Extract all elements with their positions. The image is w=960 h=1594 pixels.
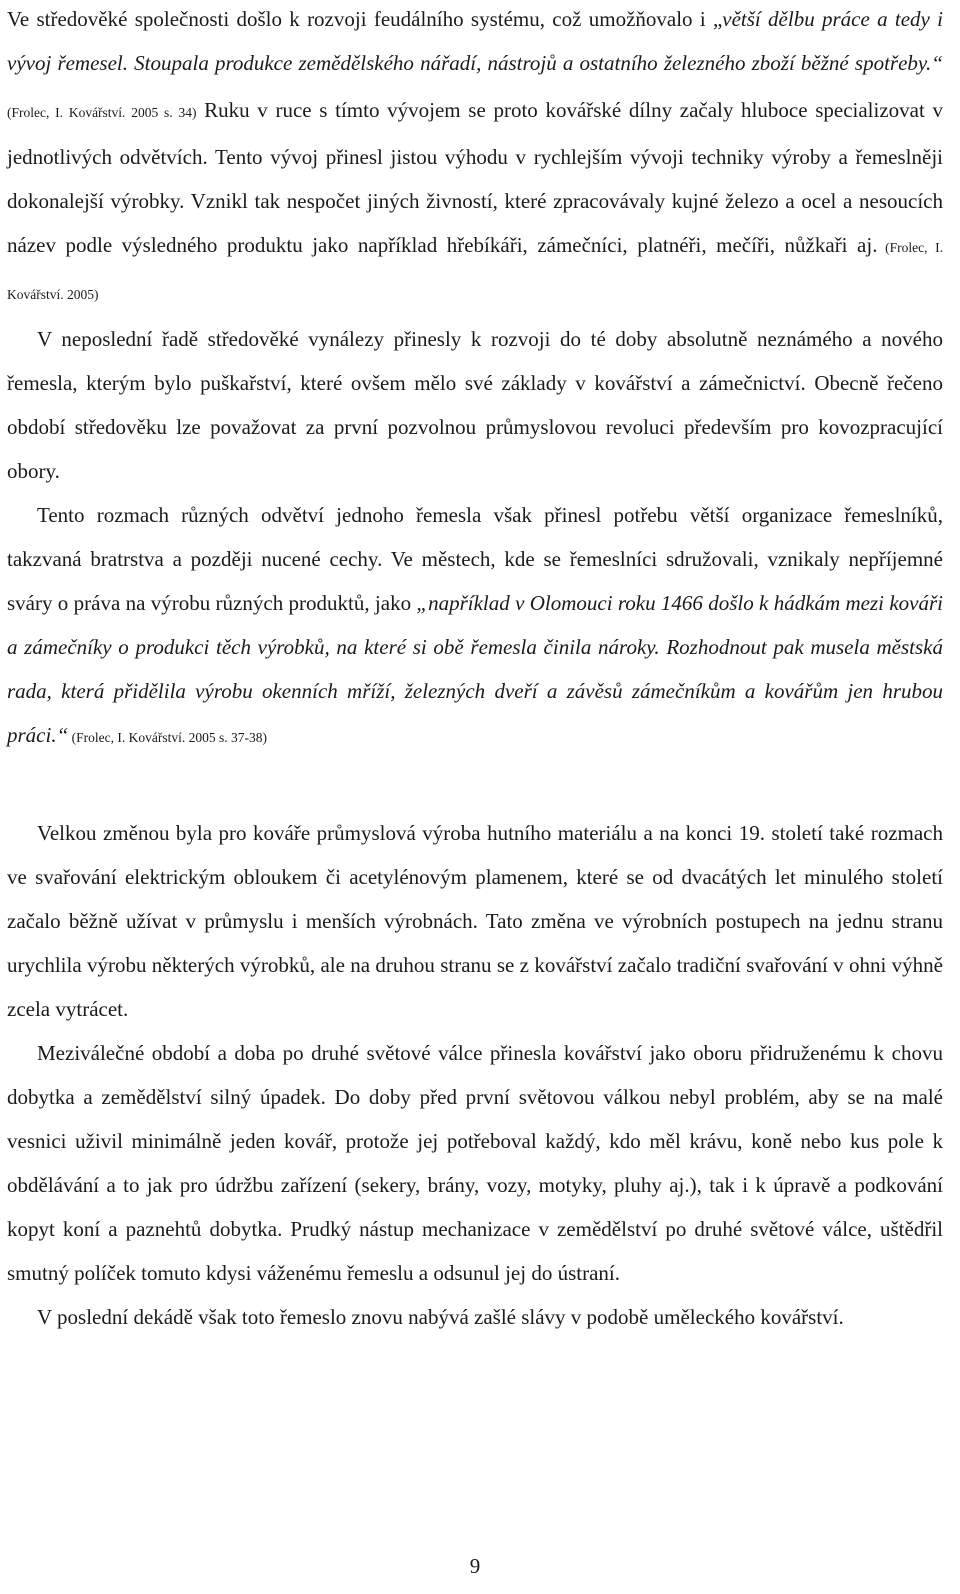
quotation-italic: „například v Olomouci roku 1466 došlo k hádkám mezi kováři a zámečníky o produkci těch výrobků, na které si obě řemesla činila nároky. Rozhodnout pak musela městská rada, která přidělila výrobu okenních mříží, železných dveří a závěsů zámečníkům a kovářům jen hrubou práci.“ (7, 591, 943, 747)
paragraph-artistic-revival (7, 1295, 943, 1339)
citation: (Frolec, I. Kovářství. 2005 s. 37-38) (68, 730, 267, 745)
paragraph-guilds (7, 493, 943, 760)
paragraph-text: Velkou změnou byla pro kováře průmyslová výroba hutního materiálu a na konci 19. století také rozmach ve svařování elektrickým obloukem či acetylénovým plamenem, které se od dvacátých let minulého století začalo běžně užívat v průmyslu i menších výrobnách. Tato změna ve výrobních postupech na jednu stranu urychlila výrobu některých výrobků, ale na druhou stranu se z kovářství začalo tradiční svařování v ohni výhně zcela vytrácet. (7, 821, 943, 1021)
paragraph-gunsmithing (7, 317, 943, 493)
paragraph-feudal-system (7, 0, 943, 317)
paragraph-text: Meziválečné období a doba po druhé světové válce přinesla kovářství jako oboru přidruženému k chovu dobytka a zemědělství silný úpadek. Do doby před první světovou válkou nebyl problém, aby se na malé vesnici uživil minimálně jeden kovář, protože jej potřeboval každý, kdo měl krávu, koně nebo kus pole k obdělávání a to jak pro údržbu zařízení (sekery, brány, vozy, motyky, pluhy aj.), tak i k úpravě a podkování kopyt koní a paznehtů dobytka. Prudký nástup mechanizace v zemědělství po druhé světové válce, uštědřil smutný políček tomuto kdysi váženému řemeslu a odsunul jej do ústraní. (7, 1041, 943, 1285)
quotation-italic: větší dělbu práce a tedy i vývoj řemesel. Stoupala produkce zemědělského nářadí, nástrojů a ostatního železného zboží běžné spotřeby.“ (7, 7, 943, 75)
paragraph-text: V poslední dekádě však toto řemeslo znovu nabývá zašlé slávy v podobě uměleckého kovářství. (37, 1305, 844, 1329)
paragraph-text: V neposlední řadě středověké vynálezy přinesly k rozvoji do té doby absolutně neznámého a nového řemesla, kterým bylo puškařství, které ovšem mělo své základy v kovářství a zámečnictví. Obecně řečeno období středověku lze považovat za první pozvolnou průmyslovou revoluci především pro kovozpracující obory. (7, 327, 943, 483)
paragraph-interwar-decline (7, 1031, 943, 1295)
citation: (Frolec, I. Kovářství. 2005) (7, 240, 943, 302)
paragraph-text: Ve středověké společnosti došlo k rozvoji feudálního systému, což umožňovalo i „ (7, 7, 723, 31)
paragraph-text: Tento rozmach různých odvětví jednoho řemesla však přinesl potřebu větší organizace řemeslníků, takzvaná bratrstva a později nucené cechy. Ve městech, kde se řemeslníci sdružovali, vznikaly nepříjemné sváry o práva na výrobu různých produktů, jako (7, 503, 943, 615)
document-page (7, 0, 943, 1594)
page-number: 9 (469, 1554, 481, 1578)
paragraph-industrial-production (7, 811, 943, 1031)
paragraph-text: Ruku v ruce s tímto vývojem se proto kovářské dílny začaly hluboce specializovat v jednotlivých odvětvích. Tento vývoj přinesl jistou výhodu v rychlejším vývoji techniky výroby a řemeslněji dokonalejší výrobky. Vznikl tak nespočet jiných živností, které zpracovávaly kujné železo a ocel a nesoucích název podle výsledného produktu jako například hřebíkáři, zámečníci, platnéři, mečíři, nůžkaři aj. (7, 98, 943, 257)
citation: (Frolec, I. Kovářství. 2005 s. 34) (7, 105, 197, 120)
